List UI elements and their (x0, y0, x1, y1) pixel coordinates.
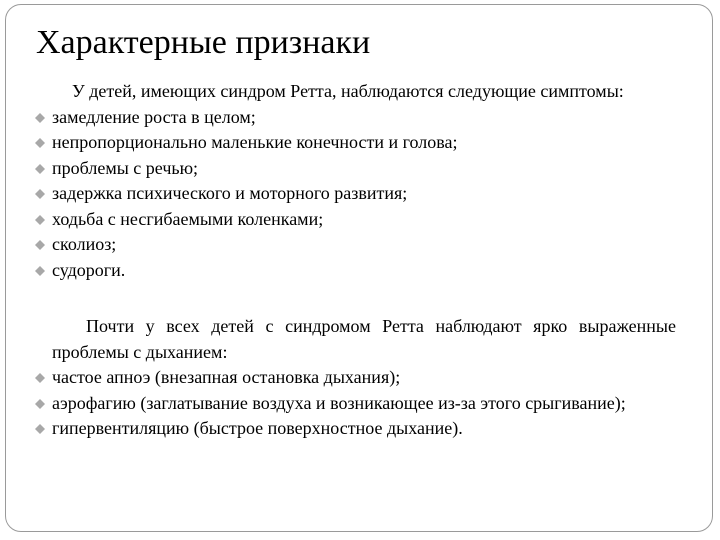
slide-title: Характерные признаки (36, 24, 371, 61)
list-item-text: частое апноэ (внезапная остановка дыхания); (52, 367, 401, 387)
list-item (34, 416, 676, 442)
diamond-bullet-icon (35, 240, 45, 250)
list-item-text: замедление роста в целом; (52, 106, 256, 127)
diamond-bullet-icon (35, 424, 45, 434)
section2-intro (34, 314, 676, 365)
list-item-text: ходьба с несгибаемыми коленками; (52, 208, 324, 229)
list-item (34, 156, 676, 182)
diamond-bullet-icon (35, 399, 45, 409)
section2-list (34, 365, 676, 442)
diamond-bullet-icon (35, 164, 45, 174)
list-item (34, 258, 676, 284)
slide-frame (5, 4, 713, 532)
list-item-text: непропорционально маленькие конечности и голова; (52, 132, 458, 152)
section1-intro (34, 79, 676, 105)
diamond-bullet-icon (35, 189, 45, 199)
list-item (34, 130, 676, 156)
slide-content (34, 79, 676, 442)
list-item (34, 207, 676, 233)
section1-list (34, 105, 676, 284)
list-item-text: сколиоз; (52, 234, 117, 254)
list-item-text: судороги. (52, 259, 126, 280)
diamond-bullet-icon (35, 373, 45, 383)
list-item-text: аэрофагию (заглатывание воздуха и возникающее из-за этого срыгивание); (52, 392, 626, 413)
section1-intro-text: У детей, имеющих синдром Ретта, наблюдаются следующие симптомы: (72, 81, 624, 101)
list-item-text: проблемы с речью; (52, 157, 199, 178)
list-item-text: гипервентиляцию (быстрое поверхностное дыхание). (52, 418, 463, 438)
section2-intro-text: Почти у всех детей с синдромом Ретта наблюдают ярко выраженные проблемы с дыханием: (52, 316, 676, 362)
diamond-bullet-icon (35, 266, 45, 276)
list-item (34, 105, 676, 131)
diamond-bullet-icon (35, 215, 45, 225)
list-item (34, 365, 676, 391)
list-item (34, 181, 676, 207)
diamond-bullet-icon (35, 113, 45, 123)
list-item (34, 391, 676, 417)
list-item (34, 232, 676, 258)
diamond-bullet-icon (35, 138, 45, 148)
list-item-text: задержка психического и моторного развития; (52, 183, 408, 203)
